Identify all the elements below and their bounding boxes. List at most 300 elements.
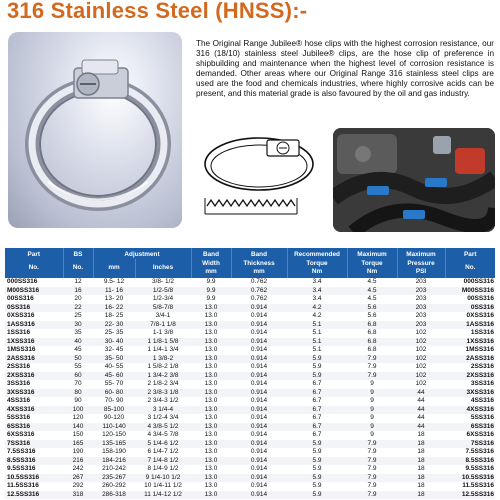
intro-paragraph: The Original Range Jubilee® hose clips with the highest corrosion resistance, our 316 (18/10) stainless steel Jubilee® clips, are the hose clip of preference in shipbuilding and maintenance when the highest level of corrosion resistance is demanded. Other areas where our Original Range 316 stainless steel clips are used are the food and chemicals industries, where highly corrosive acids can be present, and this material grade is also favoured by the oil and gas industry. [196, 39, 494, 98]
part-no-cell: 7SS316 [5, 440, 63, 449]
maximum-pressure-cell: 102 [415, 329, 427, 337]
maximum-torque-cell: 9 [347, 423, 397, 432]
adjustment-mm-cell: 11- 16 [93, 287, 135, 296]
bs-no-cell: 90 [74, 397, 82, 405]
table-row [5, 363, 495, 372]
max-torque-unit: Nm [366, 267, 378, 275]
maximum-torque-cell: 9 [347, 406, 397, 415]
adjustment-inches-cell: 11 1/4-12 1/2 [135, 491, 191, 500]
part-no-2-cell: 11.5SS316 [462, 482, 494, 490]
band-thickness-cell: 0.914 [250, 363, 268, 371]
band-width-cell: 13.0 [191, 406, 231, 415]
bs-no-cell: 242 [72, 465, 84, 473]
band-thickness-cell: 0.914 [231, 474, 287, 483]
recommended-torque-cell: 5.9 [287, 457, 347, 466]
adjustment-inches-cell: 5 1/4-6 1/2 [135, 440, 191, 449]
part-no-cell: 9.5SS316 [7, 465, 36, 473]
recommended-torque-cell: 6.7 [312, 414, 322, 422]
band-thickness-mid: Thickness [243, 260, 275, 268]
col-adjustment-inches-sub: Inches [135, 259, 191, 278]
maximum-pressure-cell: 102 [415, 346, 427, 354]
maximum-pressure-cell: 44 [397, 389, 445, 398]
part-no-cell: 3XSS316 [5, 389, 63, 398]
part-no-2-cell: 10.5SS316 [445, 474, 495, 483]
adjustment-inches-cell: 3 1/2-4 3/4 [147, 414, 179, 422]
adjustment-inches-cell: 1 1/8-1 5/8 [135, 338, 191, 347]
band-thickness-cell: 0.762 [250, 295, 268, 303]
maximum-pressure-cell: 44 [397, 406, 445, 415]
band-width-cell: 13.0 [191, 355, 231, 364]
specification-table-body [5, 278, 495, 499]
bs-no-cell: 292 [72, 482, 84, 490]
adjustment-inches-cell: 5/8-7/8 [135, 304, 191, 313]
col-maximum-pressure-header: Maximum [397, 248, 445, 259]
adjustment-mm-cell: 210-242 [102, 465, 126, 473]
adjustment-mm-cell: 18- 25 [104, 312, 124, 320]
part-no-2-cell: 000SS316 [463, 278, 494, 286]
part-no-cell: 00SS316 [7, 295, 34, 303]
maximum-torque-cell: 9 [370, 414, 374, 422]
part-no-cell: 6SS316 [5, 423, 63, 432]
col-part-no-sub: No. [5, 259, 63, 278]
band-thickness-cell: 0.914 [250, 414, 268, 422]
maximum-pressure-cell: 18 [417, 482, 425, 490]
band-width-cell: 13.0 [204, 465, 218, 473]
part-no-2-cell: 3SS316 [470, 380, 494, 388]
table-row [5, 465, 495, 474]
part-no-2-cell: 2ASS316 [445, 355, 495, 364]
maximum-torque-cell: 7.9 [347, 474, 397, 483]
table-row [5, 431, 495, 440]
part-no-2-cell: 5SS316 [470, 414, 494, 422]
part-no-cell: 6XSS316 [7, 431, 35, 439]
adjustment-inches-cell: 7/8-1 1/8 [135, 321, 191, 330]
recommended-torque-cell: 5.9 [312, 363, 322, 371]
part-no-2-cell: 8.5SS316 [445, 457, 495, 466]
col-band-thickness-sub [231, 259, 287, 278]
bs-no-cell: 30 [63, 321, 93, 330]
adjustment-mm-cell: 90-120 [103, 414, 125, 422]
recommended-torque-cell: 5.9 [287, 474, 347, 483]
table-row [5, 372, 495, 381]
adjustment-inches-cell: 1/2-3/4 [152, 295, 174, 303]
band-width-cell: 13.0 [191, 440, 231, 449]
part-no-cell: 1XSS316 [5, 338, 63, 347]
band-thickness-cell: 0.914 [250, 431, 268, 439]
band-thickness-cell: 0.914 [231, 491, 287, 500]
adjustment-inches-cell: 2 3/8-3 1/8 [135, 389, 191, 398]
recommended-torque-cell: 3.4 [312, 295, 322, 303]
band-width-cell: 9.9 [206, 278, 216, 286]
band-width-cell: 9.9 [206, 295, 216, 303]
bs-no-cell: 20 [74, 295, 82, 303]
adjustment-inches-cell: 1 3/4-2 3/8 [135, 372, 191, 381]
part-no-cell: M00SS316 [5, 287, 63, 296]
band-width-cell: 13.0 [204, 346, 218, 354]
recommended-torque-cell: 5.9 [287, 372, 347, 381]
maximum-pressure-cell: 203 [415, 278, 427, 286]
col-adjustment-header: Adjustment [93, 248, 191, 259]
part-no-2-cell: 3XSS316 [445, 389, 495, 398]
recommended-torque-cell: 5.9 [312, 465, 322, 473]
maximum-pressure-cell: 102 [397, 372, 445, 381]
part-no-cell: 000SS316 [7, 278, 38, 286]
part-no-2-cell: 9.5SS316 [465, 465, 494, 473]
band-thickness-cell: 0.914 [231, 406, 287, 415]
bs-no-cell: 165 [63, 440, 93, 449]
max-pressure-unit: PSI [415, 267, 427, 275]
adjustment-inches-cell: 4 3/4-5 7/8 [147, 431, 179, 439]
maximum-pressure-cell: 102 [397, 338, 445, 347]
adjustment-mm-cell: 120-150 [102, 431, 126, 439]
recommended-torque-cell: 5.9 [312, 482, 322, 490]
bs-no-cell: 22 [63, 304, 93, 313]
bs-no-cell: 100 [63, 406, 93, 415]
bs-no-cell: 267 [63, 474, 93, 483]
part-no-2-cell: 1SS316 [470, 329, 494, 337]
maximum-torque-cell: 5.6 [367, 312, 377, 320]
maximum-torque-cell: 6.8 [367, 329, 377, 337]
adjustment-mm-cell: 70- 90 [104, 397, 124, 405]
table-row [5, 346, 495, 355]
part-no-2-cell: 6SS316 [445, 423, 495, 432]
part-no-cell: 4XSS316 [5, 406, 63, 415]
bs-no-cell: 35 [74, 329, 82, 337]
adjustment-mm-cell: 110-140 [93, 423, 135, 432]
band-width-cell: 13.0 [204, 329, 218, 337]
table-row [5, 304, 495, 313]
col-bs-no-sub: No. [63, 259, 93, 278]
adjustment-mm-cell: 40- 55 [104, 363, 124, 371]
part-no-cell: 8.5SS316 [5, 457, 63, 466]
maximum-torque-cell: 7.9 [367, 482, 377, 490]
maximum-torque-cell: 7.9 [347, 355, 397, 364]
maximum-torque-cell: 7.9 [367, 465, 377, 473]
part-no-cell: 11.5SS316 [7, 482, 39, 490]
adjustment-inches-cell: 10 1/4-11 1/2 [144, 482, 182, 490]
maximum-pressure-cell: 102 [397, 355, 445, 364]
bs-no-cell: 70 [74, 380, 82, 388]
maximum-pressure-cell: 18 [417, 448, 425, 456]
part-no-2-cell: 7SS316 [445, 440, 495, 449]
maximum-torque-cell: 5.6 [347, 304, 397, 313]
table-row [5, 440, 495, 449]
part-no-2-cell: 6XSS316 [466, 431, 494, 439]
table-row [5, 321, 495, 330]
part-no-2-cell: 1MSS316 [465, 346, 494, 354]
band-width-cell: 13.0 [204, 397, 218, 405]
engine-bay-photo [333, 128, 495, 232]
maximum-pressure-cell: 18 [397, 491, 445, 500]
part-no-cell: 1SS316 [7, 329, 31, 337]
bs-no-cell: 60 [63, 372, 93, 381]
band-thickness-cell: 0.914 [231, 304, 287, 313]
table-row [5, 338, 495, 347]
max-torque-mid: Torque [361, 260, 383, 268]
bs-no-cell: 190 [72, 448, 84, 456]
recommended-torque-cell: 5.1 [312, 346, 322, 354]
col-part-no-2-header: Part [445, 248, 495, 259]
adjustment-mm-cell: 60- 80 [93, 389, 135, 398]
band-thickness-cell: 0.762 [231, 287, 287, 296]
bs-no-cell: 40 [63, 338, 93, 347]
part-no-cell: 4SS316 [7, 397, 31, 405]
band-width-cell: 13.0 [191, 372, 231, 381]
adjustment-inches-cell: 7 1/4-8 1/2 [135, 457, 191, 466]
part-no-2-cell: 00SS316 [467, 295, 494, 303]
band-thickness-cell: 0.914 [231, 355, 287, 364]
maximum-torque-cell: 9 [347, 389, 397, 398]
bs-no-cell: 318 [63, 491, 93, 500]
recommended-torque-cell: 5.9 [312, 448, 322, 456]
adjustment-mm-cell: 16- 22 [93, 304, 135, 313]
recommended-torque-cell: 5.9 [287, 355, 347, 364]
part-no-2-cell: 4SS316 [470, 397, 494, 405]
part-no-2-cell: 4XSS316 [445, 406, 495, 415]
adjustment-mm-cell: 30- 40 [93, 338, 135, 347]
stainless-hose-clip-image [8, 32, 182, 228]
col-bs-no-header: BS [63, 248, 93, 259]
band-thickness-cell: 0.914 [250, 329, 268, 337]
bs-no-cell: 50 [63, 355, 93, 364]
band-thickness-cell: 0.914 [250, 482, 268, 490]
adjustment-inches-cell: 1 1/4-1 3/4 [147, 346, 179, 354]
maximum-torque-cell: 7.9 [347, 491, 397, 500]
maximum-pressure-cell: 18 [417, 431, 425, 439]
table-row [5, 278, 495, 287]
table-row [5, 448, 495, 457]
maximum-pressure-cell: 44 [397, 423, 445, 432]
recommended-torque-cell: 6.7 [312, 431, 322, 439]
col-band-width-sub [191, 259, 231, 278]
col-max-pressure-sub [397, 259, 445, 278]
maximum-torque-cell: 6.8 [347, 338, 397, 347]
part-no-cell: 1MSS316 [7, 346, 36, 354]
part-no-cell: 0XSS316 [7, 312, 35, 320]
table-row [5, 414, 495, 423]
col-max-torque-sub [347, 259, 397, 278]
adjustment-mm-cell: 235-267 [93, 474, 135, 483]
adjustment-inches-cell: 2 3/4-3 1/2 [147, 397, 179, 405]
table-row [5, 491, 495, 500]
recommended-torque-cell: 5.1 [287, 321, 347, 330]
specification-table [5, 248, 495, 499]
band-thickness-cell: 0.914 [250, 448, 268, 456]
adjustment-mm-cell: 260-292 [102, 482, 126, 490]
table-row [5, 312, 495, 321]
bs-no-cell: 45 [74, 346, 82, 354]
bs-no-cell: 150 [72, 431, 84, 439]
table-row [5, 329, 495, 338]
band-width-cell: 13.0 [204, 448, 218, 456]
maximum-torque-cell: 4.5 [347, 287, 397, 296]
maximum-torque-cell: 9 [370, 397, 374, 405]
maximum-pressure-cell: 203 [397, 304, 445, 313]
header-row-1 [5, 248, 495, 259]
part-no-2-cell: 1XSS316 [445, 338, 495, 347]
band-width-cell: 13.0 [191, 474, 231, 483]
maximum-torque-cell: 9 [370, 431, 374, 439]
maximum-pressure-cell: 203 [415, 295, 427, 303]
maximum-torque-cell: 9 [370, 380, 374, 388]
table-row [5, 380, 495, 389]
adjustment-mm-cell: 13- 20 [104, 295, 124, 303]
maximum-pressure-cell: 18 [397, 440, 445, 449]
maximum-pressure-cell: 203 [415, 312, 427, 320]
recommended-torque-cell: 4.2 [287, 304, 347, 313]
band-width-cell: 13.0 [191, 457, 231, 466]
maximum-torque-cell: 7.9 [347, 372, 397, 381]
adjustment-mm-cell: 55- 70 [104, 380, 124, 388]
maximum-torque-cell: 7.9 [367, 448, 377, 456]
adjustment-inches-cell: 3/8- 1/2 [151, 278, 175, 286]
band-width-cell: 13.0 [191, 321, 231, 330]
col-recommended-torque-header: Recommended [287, 248, 347, 259]
adjustment-mm-cell: 286-318 [93, 491, 135, 500]
max-pressure-mid: Pressure [407, 260, 435, 268]
table-row [5, 295, 495, 304]
recommended-torque-cell: 6.7 [287, 406, 347, 415]
band-thickness-cell: 0.914 [231, 440, 287, 449]
adjustment-inches-cell: 4 3/8-5 1/2 [135, 423, 191, 432]
band-thickness-cell: 0.914 [231, 321, 287, 330]
adjustment-inches-cell: 3/4-1 [155, 312, 171, 320]
band-width-cell: 13.0 [204, 363, 218, 371]
adjustment-mm-cell: 32- 45 [104, 346, 124, 354]
band-thickness-cell: 0.914 [250, 346, 268, 354]
col-torque-sub [287, 259, 347, 278]
part-no-cell: 2SS316 [7, 363, 31, 371]
recommended-torque-cell: 6.7 [312, 380, 322, 388]
torque-mid: Torque [306, 260, 328, 268]
bs-no-cell: 140 [63, 423, 93, 432]
adjustment-mm-cell: 184-216 [93, 457, 135, 466]
maximum-pressure-cell: 203 [397, 321, 445, 330]
maximum-torque-cell: 4.5 [367, 278, 377, 286]
adjustment-inches-cell: 1-1 3/8 [152, 329, 174, 337]
adjustment-mm-cell: 9.5- 12 [103, 278, 125, 286]
part-no-cell: 2ASS316 [5, 355, 63, 364]
band-thickness-cell: 0.914 [231, 372, 287, 381]
band-width-cell: 13.0 [204, 431, 218, 439]
maximum-torque-cell: 7.9 [347, 440, 397, 449]
maximum-torque-cell: 6.8 [347, 321, 397, 330]
recommended-torque-cell: 5.1 [312, 329, 322, 337]
band-thickness-cell: 0.914 [250, 465, 268, 473]
part-no-cell: 1ASS316 [5, 321, 63, 330]
part-no-cell: 0SS316 [5, 304, 63, 313]
band-width-mid: Width [202, 260, 220, 268]
part-no-cell: 5SS316 [7, 414, 31, 422]
maximum-pressure-cell: 18 [397, 474, 445, 483]
bs-no-cell: 216 [63, 457, 93, 466]
part-no-2-cell: 0XSS316 [466, 312, 494, 320]
hose-clip-line-drawing [197, 128, 327, 228]
part-no-cell: 2XSS316 [5, 372, 63, 381]
band-thickness-cell: 0.914 [250, 397, 268, 405]
maximum-pressure-cell: 18 [417, 465, 425, 473]
adjustment-inches-cell: 1 5/8-2 1/8 [147, 363, 179, 371]
col-maximum-torque-header: Maximum [347, 248, 397, 259]
band-width-cell: 13.0 [204, 312, 218, 320]
band-width-cell: 9.9 [191, 287, 231, 296]
bs-no-cell: 16 [63, 287, 93, 296]
table-row [5, 482, 495, 491]
band-width-cell: 13.0 [204, 482, 218, 490]
maximum-pressure-cell: 44 [417, 414, 425, 422]
adjustment-inches-cell: 6 1/4-7 1/2 [147, 448, 179, 456]
col-part-no-header: Part [5, 248, 63, 259]
adjustment-inches-cell: 2 1/8-2 3/4 [147, 380, 179, 388]
part-no-2-cell: 7.5SS316 [465, 448, 494, 456]
band-thickness-cell: 0.914 [231, 389, 287, 398]
hose-clip-photo [8, 32, 182, 228]
adjustment-inches-cell: 9 1/4-10 1/2 [135, 474, 191, 483]
band-width-cell: 13.0 [191, 491, 231, 500]
bs-no-cell: 25 [74, 312, 82, 320]
part-no-2-cell: M00SS316 [445, 287, 495, 296]
bs-no-cell: 80 [63, 389, 93, 398]
maximum-torque-cell: 7.9 [347, 457, 397, 466]
header-row-2 [5, 259, 495, 278]
recommended-torque-cell: 3.4 [312, 278, 322, 286]
adjustment-mm-cell: 135-165 [93, 440, 135, 449]
band-thickness-unit: mm [253, 267, 265, 275]
recommended-torque-cell: 3.4 [287, 287, 347, 296]
part-no-2-cell: 12.5SS316 [445, 491, 495, 500]
part-no-cell: 12.5SS316 [5, 491, 63, 500]
table-row [5, 406, 495, 415]
band-thickness-cell: 0.914 [250, 380, 268, 388]
adjustment-inches-cell: 8 1/4-9 1/2 [147, 465, 179, 473]
band-width-cell: 13.0 [191, 304, 231, 313]
recommended-torque-cell: 5.1 [287, 338, 347, 347]
recommended-torque-cell: 5.9 [287, 440, 347, 449]
band-thickness-cell: 0.914 [231, 457, 287, 466]
maximum-pressure-cell: 102 [415, 363, 427, 371]
maximum-torque-cell: 6.8 [367, 346, 377, 354]
adjustment-mm-cell: 35- 50 [93, 355, 135, 364]
table-row [5, 397, 495, 406]
page-title: 316 Stainless Steel (HNSS):- [7, 0, 308, 23]
col-band-width-header: Band [191, 248, 231, 259]
maximum-pressure-cell: 203 [397, 287, 445, 296]
band-thickness-cell: 0.914 [231, 338, 287, 347]
torque-unit: Nm [311, 267, 323, 275]
table-row [5, 457, 495, 466]
band-thickness-cell: 0.914 [250, 312, 268, 320]
table-row [5, 287, 495, 296]
adjustment-inches-cell: 3 1/4-4 [135, 406, 191, 415]
adjustment-mm-cell: 85-100 [93, 406, 135, 415]
part-no-cell: 7.5SS316 [7, 448, 36, 456]
col-adjustment-mm-sub: mm [93, 259, 135, 278]
part-no-2-cell: 2XSS316 [445, 372, 495, 381]
recommended-torque-cell: 6.7 [287, 389, 347, 398]
band-width-cell: 13.0 [191, 389, 231, 398]
band-thickness-cell: 0.762 [250, 278, 268, 286]
col-band-thickness-header: Band [231, 248, 287, 259]
adjustment-mm-cell: 25- 35 [104, 329, 124, 337]
col-part-no-2-sub: No. [445, 259, 495, 278]
maximum-pressure-cell: 102 [415, 380, 427, 388]
band-width-cell: 13.0 [191, 423, 231, 432]
table-row [5, 423, 495, 432]
part-no-2-cell: 1ASS316 [445, 321, 495, 330]
part-no-2-cell: 0SS316 [445, 304, 495, 313]
band-width-cell: 13.0 [204, 414, 218, 422]
band-thickness-cell: 0.914 [231, 423, 287, 432]
